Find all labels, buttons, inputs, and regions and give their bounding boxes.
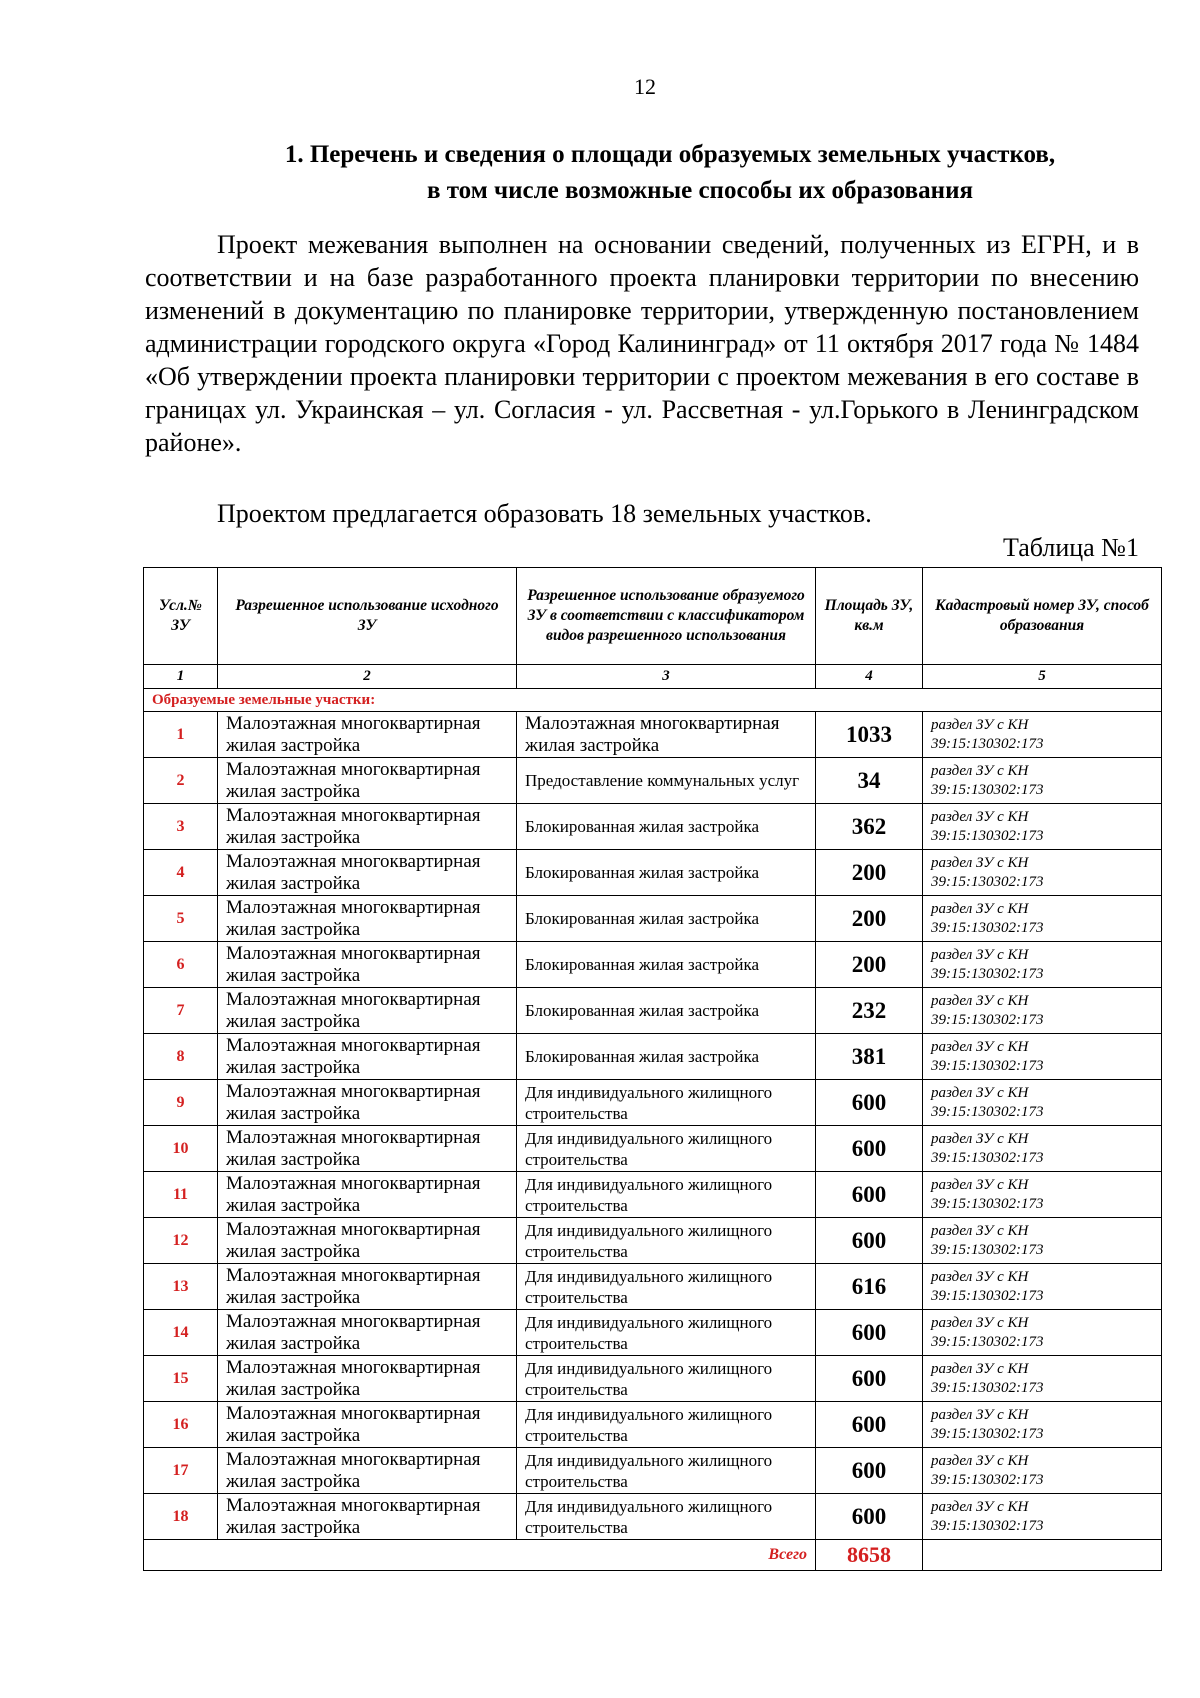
- plot-number: 12: [144, 1218, 218, 1264]
- section-row: [144, 689, 1162, 712]
- cadastral-number: 39:15:130302:173: [931, 1057, 1044, 1074]
- plot-number: 10: [144, 1126, 218, 1172]
- cadastral-method: раздел ЗУ с КН: [931, 1222, 1029, 1239]
- source-use: Малоэтажная многоквартирная жилая застройка: [218, 850, 517, 896]
- column-number: 4: [816, 665, 923, 689]
- cadastral-info: [923, 988, 1162, 1034]
- source-use: Малоэтажная многоквартирная жилая застройка: [218, 988, 517, 1034]
- total-area: 8658: [816, 1540, 923, 1571]
- new-use: Предоставление коммунальных услуг: [517, 758, 816, 804]
- cadastral-number: 39:15:130302:173: [931, 1103, 1044, 1120]
- plot-number: 5: [144, 896, 218, 942]
- cadastral-method: раздел ЗУ с КН: [931, 854, 1029, 871]
- source-use: Малоэтажная многоквартирная жилая застройка: [218, 758, 517, 804]
- cadastral-method: раздел ЗУ с КН: [931, 1498, 1029, 1515]
- cadastral-number: 39:15:130302:173: [931, 1195, 1044, 1212]
- new-use: Для индивидуального жилищного строительства: [517, 1218, 816, 1264]
- cadastral-number: 39:15:130302:173: [931, 827, 1044, 844]
- table-row: [144, 1264, 1162, 1310]
- total-label: Всего: [144, 1540, 816, 1571]
- new-use: Блокированная жилая застройка: [517, 942, 816, 988]
- cadastral-method: раздел ЗУ с КН: [931, 1130, 1029, 1147]
- cadastral-method: раздел ЗУ с КН: [931, 1452, 1029, 1469]
- cadastral-info: [923, 1080, 1162, 1126]
- new-use: Блокированная жилая застройка: [517, 1034, 816, 1080]
- table-header-row: [144, 568, 1162, 665]
- cadastral-number: 39:15:130302:173: [931, 965, 1044, 982]
- cadastral-info: [923, 1310, 1162, 1356]
- cadastral-method: раздел ЗУ с КН: [931, 1176, 1029, 1193]
- plot-number: 15: [144, 1356, 218, 1402]
- cadastral-method: раздел ЗУ с КН: [931, 716, 1029, 733]
- new-use: Для индивидуального жилищного строительства: [517, 1494, 816, 1540]
- section-label: Образуемые земельные участки:: [144, 689, 1162, 712]
- source-use: Малоэтажная многоквартирная жилая застройка: [218, 1448, 517, 1494]
- table-row: [144, 896, 1162, 942]
- source-use: Малоэтажная многоквартирная жилая застройка: [218, 1080, 517, 1126]
- cadastral-info: [923, 850, 1162, 896]
- plot-number: 6: [144, 942, 218, 988]
- source-use: Малоэтажная многоквартирная жилая застройка: [218, 1264, 517, 1310]
- heading-line-1: 1. Перечень и сведения о площади образуемых земельных участков,: [284, 141, 1056, 168]
- cadastral-number: 39:15:130302:173: [931, 1333, 1044, 1350]
- table-row: [144, 1402, 1162, 1448]
- cadastral-number: 39:15:130302:173: [931, 735, 1044, 752]
- header-area: Площадь ЗУ, кв.м: [816, 568, 923, 665]
- table-row: [144, 1172, 1162, 1218]
- source-use: Малоэтажная многоквартирная жилая застройка: [218, 1402, 517, 1448]
- cadastral-info: [923, 712, 1162, 758]
- table-row: [144, 1034, 1162, 1080]
- plot-number: 17: [144, 1448, 218, 1494]
- table-caption: Таблица №1: [1002, 533, 1139, 562]
- cadastral-method: раздел ЗУ с КН: [931, 1268, 1029, 1285]
- new-use: Малоэтажная многоквартирная жилая застройка: [517, 712, 816, 758]
- cadastral-info: [923, 942, 1162, 988]
- cadastral-method: раздел ЗУ с КН: [931, 1038, 1029, 1055]
- table-row: [144, 1126, 1162, 1172]
- source-use: Малоэтажная многоквартирная жилая застройка: [218, 712, 517, 758]
- plot-number: 18: [144, 1494, 218, 1540]
- cadastral-method: раздел ЗУ с КН: [931, 1084, 1029, 1101]
- cadastral-number: 39:15:130302:173: [931, 1471, 1044, 1488]
- cadastral-number: 39:15:130302:173: [931, 1517, 1044, 1534]
- cadastral-info: [923, 804, 1162, 850]
- plot-number: 2: [144, 758, 218, 804]
- plot-number: 16: [144, 1402, 218, 1448]
- cadastral-number: 39:15:130302:173: [931, 873, 1044, 890]
- cadastral-info: [923, 1494, 1162, 1540]
- plot-area: 200: [816, 942, 923, 988]
- new-use: Блокированная жилая застройка: [517, 896, 816, 942]
- source-use: Малоэтажная многоквартирная жилая застройка: [218, 1218, 517, 1264]
- intro-paragraph: Проект межевания выполнен на основании сведений, полученных из ЕГРН, и в соответствии и на базе разработанного проекта планировки территории по внесению изменений в документацию по планировке территории, утвержденную постановлением администрации городского округа «Город Калининград» от 11 октября 2017 года № 1484 «Об утверждении проекта планировки территории с проектом межевания в его составе в границах ул. Украинская – ул. Согласия - ул. Рассветная - ул.Горького в Ленинградском районе».: [145, 230, 1139, 457]
- source-use: Малоэтажная многоквартирная жилая застройка: [218, 1356, 517, 1402]
- table-row: [144, 804, 1162, 850]
- plot-area: 600: [816, 1494, 923, 1540]
- table-row: [144, 1356, 1162, 1402]
- proposal-paragraph: Проектом предлагается образовать 18 земельных участков.: [217, 499, 872, 528]
- cadastral-method: раздел ЗУ с КН: [931, 762, 1029, 779]
- new-use: Для индивидуального жилищного строительства: [517, 1172, 816, 1218]
- cadastral-info: [923, 1218, 1162, 1264]
- column-number: 2: [218, 665, 517, 689]
- header-new-use: Разрешенное использование образуемого ЗУ в соответствии с классификатором видов разрешенного использования: [517, 568, 816, 665]
- new-use: Для индивидуального жилищного строительства: [517, 1264, 816, 1310]
- cadastral-number: 39:15:130302:173: [931, 781, 1044, 798]
- column-number: 5: [923, 665, 1162, 689]
- plot-area: 600: [816, 1356, 923, 1402]
- land-plots-table: [143, 567, 1162, 1571]
- header-source-use: Разрешенное использование исходного ЗУ: [218, 568, 517, 665]
- plot-area: 600: [816, 1448, 923, 1494]
- cadastral-number: 39:15:130302:173: [931, 1425, 1044, 1442]
- cadastral-info: [923, 1034, 1162, 1080]
- plot-area: 600: [816, 1172, 923, 1218]
- plot-number: 8: [144, 1034, 218, 1080]
- source-use: Малоэтажная многоквартирная жилая застройка: [218, 896, 517, 942]
- cadastral-number: 39:15:130302:173: [931, 919, 1044, 936]
- header-cadastral: Кадастровый номер ЗУ, способ образования: [923, 568, 1162, 665]
- source-use: Малоэтажная многоквартирная жилая застройка: [218, 1172, 517, 1218]
- cadastral-info: [923, 896, 1162, 942]
- plot-area: 600: [816, 1080, 923, 1126]
- plot-number: 3: [144, 804, 218, 850]
- table-row: [144, 1218, 1162, 1264]
- table-row: [144, 988, 1162, 1034]
- plot-area: 1033: [816, 712, 923, 758]
- plot-area: 600: [816, 1218, 923, 1264]
- table-row: [144, 1448, 1162, 1494]
- plot-number: 13: [144, 1264, 218, 1310]
- cadastral-info: [923, 1264, 1162, 1310]
- page-number: 12: [634, 74, 656, 99]
- plot-area: 232: [816, 988, 923, 1034]
- cadastral-number: 39:15:130302:173: [931, 1241, 1044, 1258]
- cadastral-info: [923, 1356, 1162, 1402]
- source-use: Малоэтажная многоквартирная жилая застройка: [218, 1494, 517, 1540]
- plot-area: 200: [816, 896, 923, 942]
- cadastral-info: [923, 1448, 1162, 1494]
- plot-area: 600: [816, 1402, 923, 1448]
- source-use: Малоэтажная многоквартирная жилая застройка: [218, 1310, 517, 1356]
- plot-area: 362: [816, 804, 923, 850]
- plot-area: 200: [816, 850, 923, 896]
- new-use: Для индивидуального жилищного строительства: [517, 1356, 816, 1402]
- cadastral-number: 39:15:130302:173: [931, 1379, 1044, 1396]
- cadastral-method: раздел ЗУ с КН: [931, 992, 1029, 1009]
- table-row: [144, 850, 1162, 896]
- plot-number: 14: [144, 1310, 218, 1356]
- cadastral-number: 39:15:130302:173: [931, 1149, 1044, 1166]
- plot-area: 34: [816, 758, 923, 804]
- plot-number: 7: [144, 988, 218, 1034]
- plot-area: 616: [816, 1264, 923, 1310]
- plot-number: 9: [144, 1080, 218, 1126]
- table-row: [144, 712, 1162, 758]
- plot-number: 1: [144, 712, 218, 758]
- source-use: Малоэтажная многоквартирная жилая застройка: [218, 804, 517, 850]
- cadastral-number: 39:15:130302:173: [931, 1287, 1044, 1304]
- total-empty-cell: [923, 1540, 1162, 1571]
- new-use: Блокированная жилая застройка: [517, 988, 816, 1034]
- section-heading: [150, 137, 1150, 209]
- cadastral-method: раздел ЗУ с КН: [931, 946, 1029, 963]
- header-plot-number: Усл.№ ЗУ: [144, 568, 218, 665]
- cadastral-info: [923, 1402, 1162, 1448]
- new-use: Для индивидуального жилищного строительства: [517, 1310, 816, 1356]
- cadastral-method: раздел ЗУ с КН: [931, 1314, 1029, 1331]
- source-use: Малоэтажная многоквартирная жилая застройка: [218, 1034, 517, 1080]
- table-row: [144, 1494, 1162, 1540]
- column-number: 3: [517, 665, 816, 689]
- source-use: Малоэтажная многоквартирная жилая застройка: [218, 1126, 517, 1172]
- plot-area: 600: [816, 1310, 923, 1356]
- cadastral-info: [923, 1172, 1162, 1218]
- heading-line-2: в том числе возможные способы их образования: [426, 177, 973, 204]
- table-row: [144, 1310, 1162, 1356]
- cadastral-number: 39:15:130302:173: [931, 1011, 1044, 1028]
- table-row: [144, 1080, 1162, 1126]
- column-number-row: [144, 665, 1162, 689]
- new-use: Для индивидуального жилищного строительства: [517, 1080, 816, 1126]
- table-row: [144, 942, 1162, 988]
- new-use: Для индивидуального жилищного строительства: [517, 1126, 816, 1172]
- cadastral-method: раздел ЗУ с КН: [931, 1406, 1029, 1423]
- cadastral-method: раздел ЗУ с КН: [931, 1360, 1029, 1377]
- plot-number: 4: [144, 850, 218, 896]
- cadastral-method: раздел ЗУ с КН: [931, 808, 1029, 825]
- plot-area: 600: [816, 1126, 923, 1172]
- plot-number: 11: [144, 1172, 218, 1218]
- table-row: [144, 758, 1162, 804]
- total-row: [144, 1540, 1162, 1571]
- new-use: Блокированная жилая застройка: [517, 804, 816, 850]
- new-use: Для индивидуального жилищного строительства: [517, 1448, 816, 1494]
- cadastral-info: [923, 1126, 1162, 1172]
- cadastral-method: раздел ЗУ с КН: [931, 900, 1029, 917]
- new-use: Блокированная жилая застройка: [517, 850, 816, 896]
- new-use: Для индивидуального жилищного строительства: [517, 1402, 816, 1448]
- plot-area: 381: [816, 1034, 923, 1080]
- column-number: 1: [144, 665, 218, 689]
- cadastral-info: [923, 758, 1162, 804]
- source-use: Малоэтажная многоквартирная жилая застройка: [218, 942, 517, 988]
